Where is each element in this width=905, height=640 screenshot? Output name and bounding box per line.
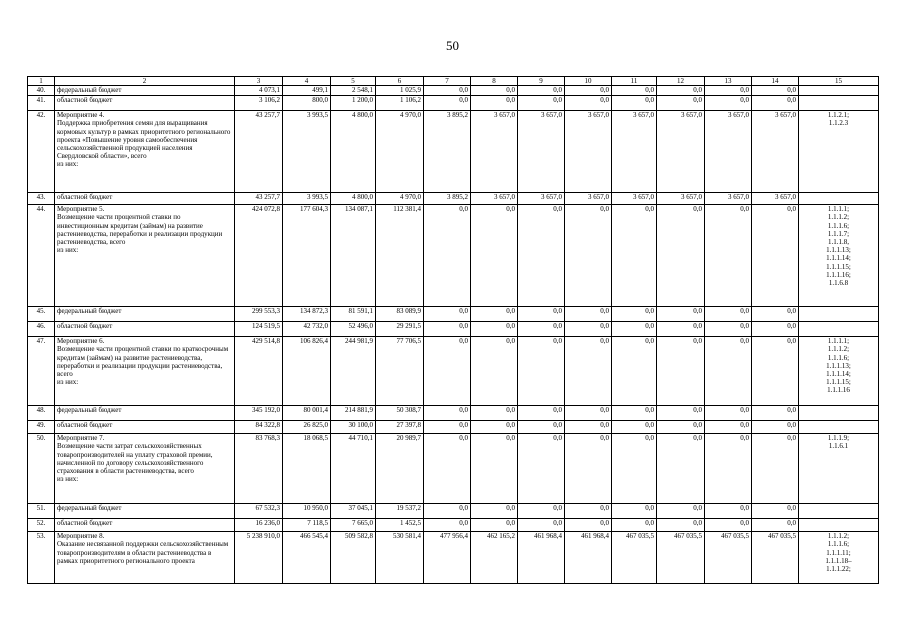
value-cell: 3 657,0 xyxy=(657,193,705,205)
target-refs xyxy=(799,421,879,434)
value-cell: 4 073,1 xyxy=(235,86,283,96)
table-row xyxy=(28,532,879,584)
value-cell: 467 035,5 xyxy=(657,532,705,584)
value-cell: 467 035,5 xyxy=(752,532,799,584)
value-cell: 0,0 xyxy=(424,406,471,421)
value-cell: 0,0 xyxy=(612,406,657,421)
page-number: 50 xyxy=(446,38,459,53)
table-row xyxy=(28,193,879,205)
value-cell: 0,0 xyxy=(752,205,799,307)
value-cell: 83 768,3 xyxy=(235,434,283,504)
row-description: областной бюджет xyxy=(55,193,235,205)
table-row xyxy=(28,307,879,322)
value-cell: 0,0 xyxy=(518,434,565,504)
value-cell: 0,0 xyxy=(565,307,612,322)
value-cell: 112 381,4 xyxy=(376,205,424,307)
value-cell: 4 800,0 xyxy=(331,111,376,193)
table-row xyxy=(28,86,879,96)
value-cell: 0,0 xyxy=(752,519,799,532)
value-cell: 0,0 xyxy=(705,337,752,406)
value-cell: 3 657,0 xyxy=(657,111,705,193)
value-cell: 0,0 xyxy=(471,421,518,434)
row-number: 44. xyxy=(28,205,55,307)
value-cell: 0,0 xyxy=(565,519,612,532)
value-cell: 52 496,0 xyxy=(331,322,376,337)
value-cell: 244 981,9 xyxy=(331,337,376,406)
value-cell: 0,0 xyxy=(518,307,565,322)
row-number: 49. xyxy=(28,421,55,434)
value-cell: 0,0 xyxy=(424,504,471,519)
column-header: 13 xyxy=(705,77,752,86)
value-cell: 0,0 xyxy=(518,504,565,519)
value-cell: 0,0 xyxy=(471,205,518,307)
value-cell: 0,0 xyxy=(752,421,799,434)
value-cell: 0,0 xyxy=(471,337,518,406)
value-cell: 26 825,0 xyxy=(283,421,331,434)
value-cell: 0,0 xyxy=(471,406,518,421)
value-cell: 106 826,4 xyxy=(283,337,331,406)
target-refs xyxy=(799,193,879,205)
value-cell: 429 514,8 xyxy=(235,337,283,406)
value-cell: 4 800,0 xyxy=(331,193,376,205)
table-row xyxy=(28,96,879,111)
table-row xyxy=(28,111,879,193)
value-cell: 30 100,0 xyxy=(331,421,376,434)
column-header: 3 xyxy=(235,77,283,86)
value-cell: 0,0 xyxy=(657,307,705,322)
value-cell: 1 200,0 xyxy=(331,96,376,111)
value-cell: 0,0 xyxy=(471,96,518,111)
value-cell: 0,0 xyxy=(705,504,752,519)
value-cell: 424 072,8 xyxy=(235,205,283,307)
table-header-row xyxy=(28,77,879,86)
value-cell: 0,0 xyxy=(518,421,565,434)
value-cell: 0,0 xyxy=(752,86,799,96)
row-description: федеральный бюджет xyxy=(55,86,235,96)
value-cell: 0,0 xyxy=(752,322,799,337)
value-cell: 0,0 xyxy=(752,307,799,322)
value-cell: 3 657,0 xyxy=(565,111,612,193)
row-description: областной бюджет xyxy=(55,519,235,532)
value-cell: 0,0 xyxy=(424,519,471,532)
value-cell: 0,0 xyxy=(705,307,752,322)
value-cell: 0,0 xyxy=(565,337,612,406)
value-cell: 800,0 xyxy=(283,96,331,111)
value-cell: 3 657,0 xyxy=(705,193,752,205)
row-description: Мероприятие 8. Оказание несвязанной поддержки сельскохозяйственным товаропроизводителям в области растениеводства в рамках приоритетного регионального проекта xyxy=(55,532,235,584)
value-cell: 3 106,2 xyxy=(235,96,283,111)
value-cell: 0,0 xyxy=(612,322,657,337)
value-cell: 3 657,0 xyxy=(612,193,657,205)
value-cell: 3 657,0 xyxy=(471,111,518,193)
value-cell: 0,0 xyxy=(657,421,705,434)
value-cell: 0,0 xyxy=(657,205,705,307)
value-cell: 43 257,7 xyxy=(235,111,283,193)
column-header: 10 xyxy=(565,77,612,86)
value-cell: 0,0 xyxy=(565,86,612,96)
value-cell: 5 238 910,0 xyxy=(235,532,283,584)
value-cell: 83 089,9 xyxy=(376,307,424,322)
value-cell: 0,0 xyxy=(752,504,799,519)
value-cell: 1 106,2 xyxy=(376,96,424,111)
value-cell: 4 970,0 xyxy=(376,111,424,193)
value-cell: 0,0 xyxy=(471,519,518,532)
column-header: 2 xyxy=(55,77,235,86)
row-number: 43. xyxy=(28,193,55,205)
row-description: областной бюджет xyxy=(55,96,235,111)
value-cell: 0,0 xyxy=(612,504,657,519)
value-cell: 0,0 xyxy=(565,504,612,519)
value-cell: 0,0 xyxy=(471,86,518,96)
value-cell: 3 657,0 xyxy=(471,193,518,205)
value-cell: 16 236,0 xyxy=(235,519,283,532)
column-header: 9 xyxy=(518,77,565,86)
value-cell: 0,0 xyxy=(518,205,565,307)
value-cell: 81 591,1 xyxy=(331,307,376,322)
value-cell: 499,1 xyxy=(283,86,331,96)
target-refs xyxy=(799,322,879,337)
value-cell: 3 657,0 xyxy=(752,193,799,205)
row-description: Мероприятие 6. Возмещение части процентной ставки по краткосрочным кредитам (займам) на развитие растениеводства, переработки и реализации продукции растениеводства, всего из них: xyxy=(55,337,235,406)
value-cell: 84 322,8 xyxy=(235,421,283,434)
value-cell: 77 706,5 xyxy=(376,337,424,406)
row-number: 52. xyxy=(28,519,55,532)
value-cell: 0,0 xyxy=(612,434,657,504)
value-cell: 7 665,0 xyxy=(331,519,376,532)
row-number: 42. xyxy=(28,111,55,193)
value-cell: 0,0 xyxy=(424,421,471,434)
value-cell: 509 582,8 xyxy=(331,532,376,584)
row-description: областной бюджет xyxy=(55,322,235,337)
value-cell: 467 035,5 xyxy=(705,532,752,584)
value-cell: 134 087,1 xyxy=(331,205,376,307)
value-cell: 3 657,0 xyxy=(565,193,612,205)
target-refs: 1.1.1.1; 1.1.1.2; 1.1.1.6; 1.1.1.13; 1.1.1.14; 1.1.1.15; 1.1.1.16 xyxy=(799,337,879,406)
table-row xyxy=(28,519,879,532)
target-refs: 1.1.1.1; 1.1.1.2; 1.1.1.6; 1.1.1.7; 1.1.1.8, 1.1.1.13; 1.1.1.14; 1.1.1.15; 1.1.1.16; 1.1.6.8 xyxy=(799,205,879,307)
table-row xyxy=(28,504,879,519)
table-row xyxy=(28,434,879,504)
budget-table xyxy=(27,76,879,584)
target-refs: 1.1.1.2; 1.1.1.6; 1.1.1.11; 1.1.1.18– 1.1.1.22; xyxy=(799,532,879,584)
target-refs xyxy=(799,96,879,111)
value-cell: 3 895,2 xyxy=(424,193,471,205)
value-cell: 18 068,5 xyxy=(283,434,331,504)
value-cell: 177 604,3 xyxy=(283,205,331,307)
target-refs xyxy=(799,86,879,96)
value-cell: 0,0 xyxy=(424,86,471,96)
value-cell: 80 001,4 xyxy=(283,406,331,421)
value-cell: 0,0 xyxy=(471,434,518,504)
value-cell: 0,0 xyxy=(612,421,657,434)
column-header: 1 xyxy=(28,77,55,86)
value-cell: 0,0 xyxy=(518,337,565,406)
value-cell: 0,0 xyxy=(705,434,752,504)
value-cell: 0,0 xyxy=(657,96,705,111)
value-cell: 0,0 xyxy=(612,519,657,532)
value-cell: 0,0 xyxy=(471,322,518,337)
table-row xyxy=(28,421,879,434)
column-header: 7 xyxy=(424,77,471,86)
value-cell: 0,0 xyxy=(657,504,705,519)
value-cell: 43 257,7 xyxy=(235,193,283,205)
value-cell: 0,0 xyxy=(424,434,471,504)
column-header: 12 xyxy=(657,77,705,86)
value-cell: 0,0 xyxy=(705,322,752,337)
value-cell: 0,0 xyxy=(657,406,705,421)
row-number: 47. xyxy=(28,337,55,406)
value-cell: 3 895,2 xyxy=(424,111,471,193)
value-cell: 0,0 xyxy=(612,96,657,111)
value-cell: 0,0 xyxy=(518,519,565,532)
value-cell: 0,0 xyxy=(657,322,705,337)
value-cell: 461 968,4 xyxy=(565,532,612,584)
value-cell: 0,0 xyxy=(471,504,518,519)
value-cell: 0,0 xyxy=(705,406,752,421)
value-cell: 0,0 xyxy=(657,86,705,96)
table-row xyxy=(28,205,879,307)
row-description: федеральный бюджет xyxy=(55,307,235,322)
value-cell: 0,0 xyxy=(424,337,471,406)
value-cell: 67 532,3 xyxy=(235,504,283,519)
row-number: 48. xyxy=(28,406,55,421)
value-cell: 0,0 xyxy=(565,406,612,421)
value-cell: 27 397,8 xyxy=(376,421,424,434)
value-cell: 0,0 xyxy=(518,322,565,337)
value-cell: 124 519,5 xyxy=(235,322,283,337)
value-cell: 0,0 xyxy=(518,406,565,421)
value-cell: 530 581,4 xyxy=(376,532,424,584)
value-cell: 0,0 xyxy=(612,86,657,96)
row-description: областной бюджет xyxy=(55,421,235,434)
value-cell: 0,0 xyxy=(518,96,565,111)
value-cell: 0,0 xyxy=(424,307,471,322)
value-cell: 0,0 xyxy=(705,96,752,111)
value-cell: 37 045,1 xyxy=(331,504,376,519)
row-description: федеральный бюджет xyxy=(55,406,235,421)
value-cell: 0,0 xyxy=(705,86,752,96)
column-header: 4 xyxy=(283,77,331,86)
value-cell: 467 035,5 xyxy=(612,532,657,584)
column-header: 15 xyxy=(799,77,879,86)
table-row xyxy=(28,406,879,421)
column-header: 6 xyxy=(376,77,424,86)
value-cell: 0,0 xyxy=(612,205,657,307)
value-cell: 10 950,0 xyxy=(283,504,331,519)
value-cell: 299 553,3 xyxy=(235,307,283,322)
row-description: Мероприятие 4. Поддержка приобретения семян для выращивания кормовых культур в рамках приоритетного регионального проекта «Повышение уровня самообеспечения сельскохозяйственной продукцией населения Свердловской области», всего из них: xyxy=(55,111,235,193)
value-cell: 0,0 xyxy=(471,307,518,322)
value-cell: 0,0 xyxy=(424,322,471,337)
value-cell: 0,0 xyxy=(565,205,612,307)
value-cell: 0,0 xyxy=(752,337,799,406)
column-header: 14 xyxy=(752,77,799,86)
value-cell: 0,0 xyxy=(424,205,471,307)
value-cell: 0,0 xyxy=(612,307,657,322)
value-cell: 3 657,0 xyxy=(705,111,752,193)
value-cell: 1 025,9 xyxy=(376,86,424,96)
column-header: 5 xyxy=(331,77,376,86)
target-refs xyxy=(799,406,879,421)
value-cell: 0,0 xyxy=(705,421,752,434)
row-number: 46. xyxy=(28,322,55,337)
value-cell: 134 872,3 xyxy=(283,307,331,322)
row-number: 50. xyxy=(28,434,55,504)
value-cell: 0,0 xyxy=(565,421,612,434)
value-cell: 477 956,4 xyxy=(424,532,471,584)
value-cell: 462 165,2 xyxy=(471,532,518,584)
value-cell: 42 732,0 xyxy=(283,322,331,337)
row-number: 45. xyxy=(28,307,55,322)
table-row xyxy=(28,337,879,406)
value-cell: 3 657,0 xyxy=(612,111,657,193)
value-cell: 4 970,0 xyxy=(376,193,424,205)
value-cell: 3 993,5 xyxy=(283,111,331,193)
target-refs xyxy=(799,519,879,532)
value-cell: 0,0 xyxy=(612,337,657,406)
target-refs: 1.1.2.1; 1.1.2.3 xyxy=(799,111,879,193)
value-cell: 3 657,0 xyxy=(518,111,565,193)
value-cell: 0,0 xyxy=(565,96,612,111)
value-cell: 0,0 xyxy=(752,96,799,111)
value-cell: 3 993,5 xyxy=(283,193,331,205)
value-cell: 3 657,0 xyxy=(752,111,799,193)
row-number: 53. xyxy=(28,532,55,584)
row-description: Мероприятие 7. Возмещение части затрат сельскохозяйственных товаропроизводителей на уплату страховой премии, начисленной по договору сельскохозяйственного страхования в области растениеводства, всего из них: xyxy=(55,434,235,504)
value-cell: 461 968,4 xyxy=(518,532,565,584)
value-cell: 345 192,0 xyxy=(235,406,283,421)
row-number: 51. xyxy=(28,504,55,519)
value-cell: 214 881,9 xyxy=(331,406,376,421)
row-description: Мероприятие 5. Возмещение части процентной ставки по инвестиционным кредитам (займам) на развитие растениеводства, переработки и реализации продукции растениеводства, всего из них: xyxy=(55,205,235,307)
value-cell: 44 710,1 xyxy=(331,434,376,504)
row-description: федеральный бюджет xyxy=(55,504,235,519)
value-cell: 50 308,7 xyxy=(376,406,424,421)
value-cell: 0,0 xyxy=(657,519,705,532)
column-header: 8 xyxy=(471,77,518,86)
value-cell: 0,0 xyxy=(752,434,799,504)
value-cell: 0,0 xyxy=(752,406,799,421)
value-cell: 0,0 xyxy=(657,434,705,504)
value-cell: 29 291,5 xyxy=(376,322,424,337)
target-refs xyxy=(799,307,879,322)
value-cell: 0,0 xyxy=(657,337,705,406)
value-cell: 0,0 xyxy=(518,86,565,96)
value-cell: 0,0 xyxy=(705,205,752,307)
value-cell: 2 548,1 xyxy=(331,86,376,96)
value-cell: 0,0 xyxy=(424,96,471,111)
value-cell: 466 545,4 xyxy=(283,532,331,584)
target-refs xyxy=(799,504,879,519)
value-cell: 0,0 xyxy=(565,322,612,337)
column-header: 11 xyxy=(612,77,657,86)
row-number: 40. xyxy=(28,86,55,96)
value-cell: 7 118,5 xyxy=(283,519,331,532)
value-cell: 0,0 xyxy=(565,434,612,504)
value-cell: 19 537,2 xyxy=(376,504,424,519)
value-cell: 20 989,7 xyxy=(376,434,424,504)
target-refs: 1.1.1.9; 1.1.6.1 xyxy=(799,434,879,504)
value-cell: 3 657,0 xyxy=(518,193,565,205)
value-cell: 1 452,5 xyxy=(376,519,424,532)
table-row xyxy=(28,322,879,337)
value-cell: 0,0 xyxy=(705,519,752,532)
row-number: 41. xyxy=(28,96,55,111)
